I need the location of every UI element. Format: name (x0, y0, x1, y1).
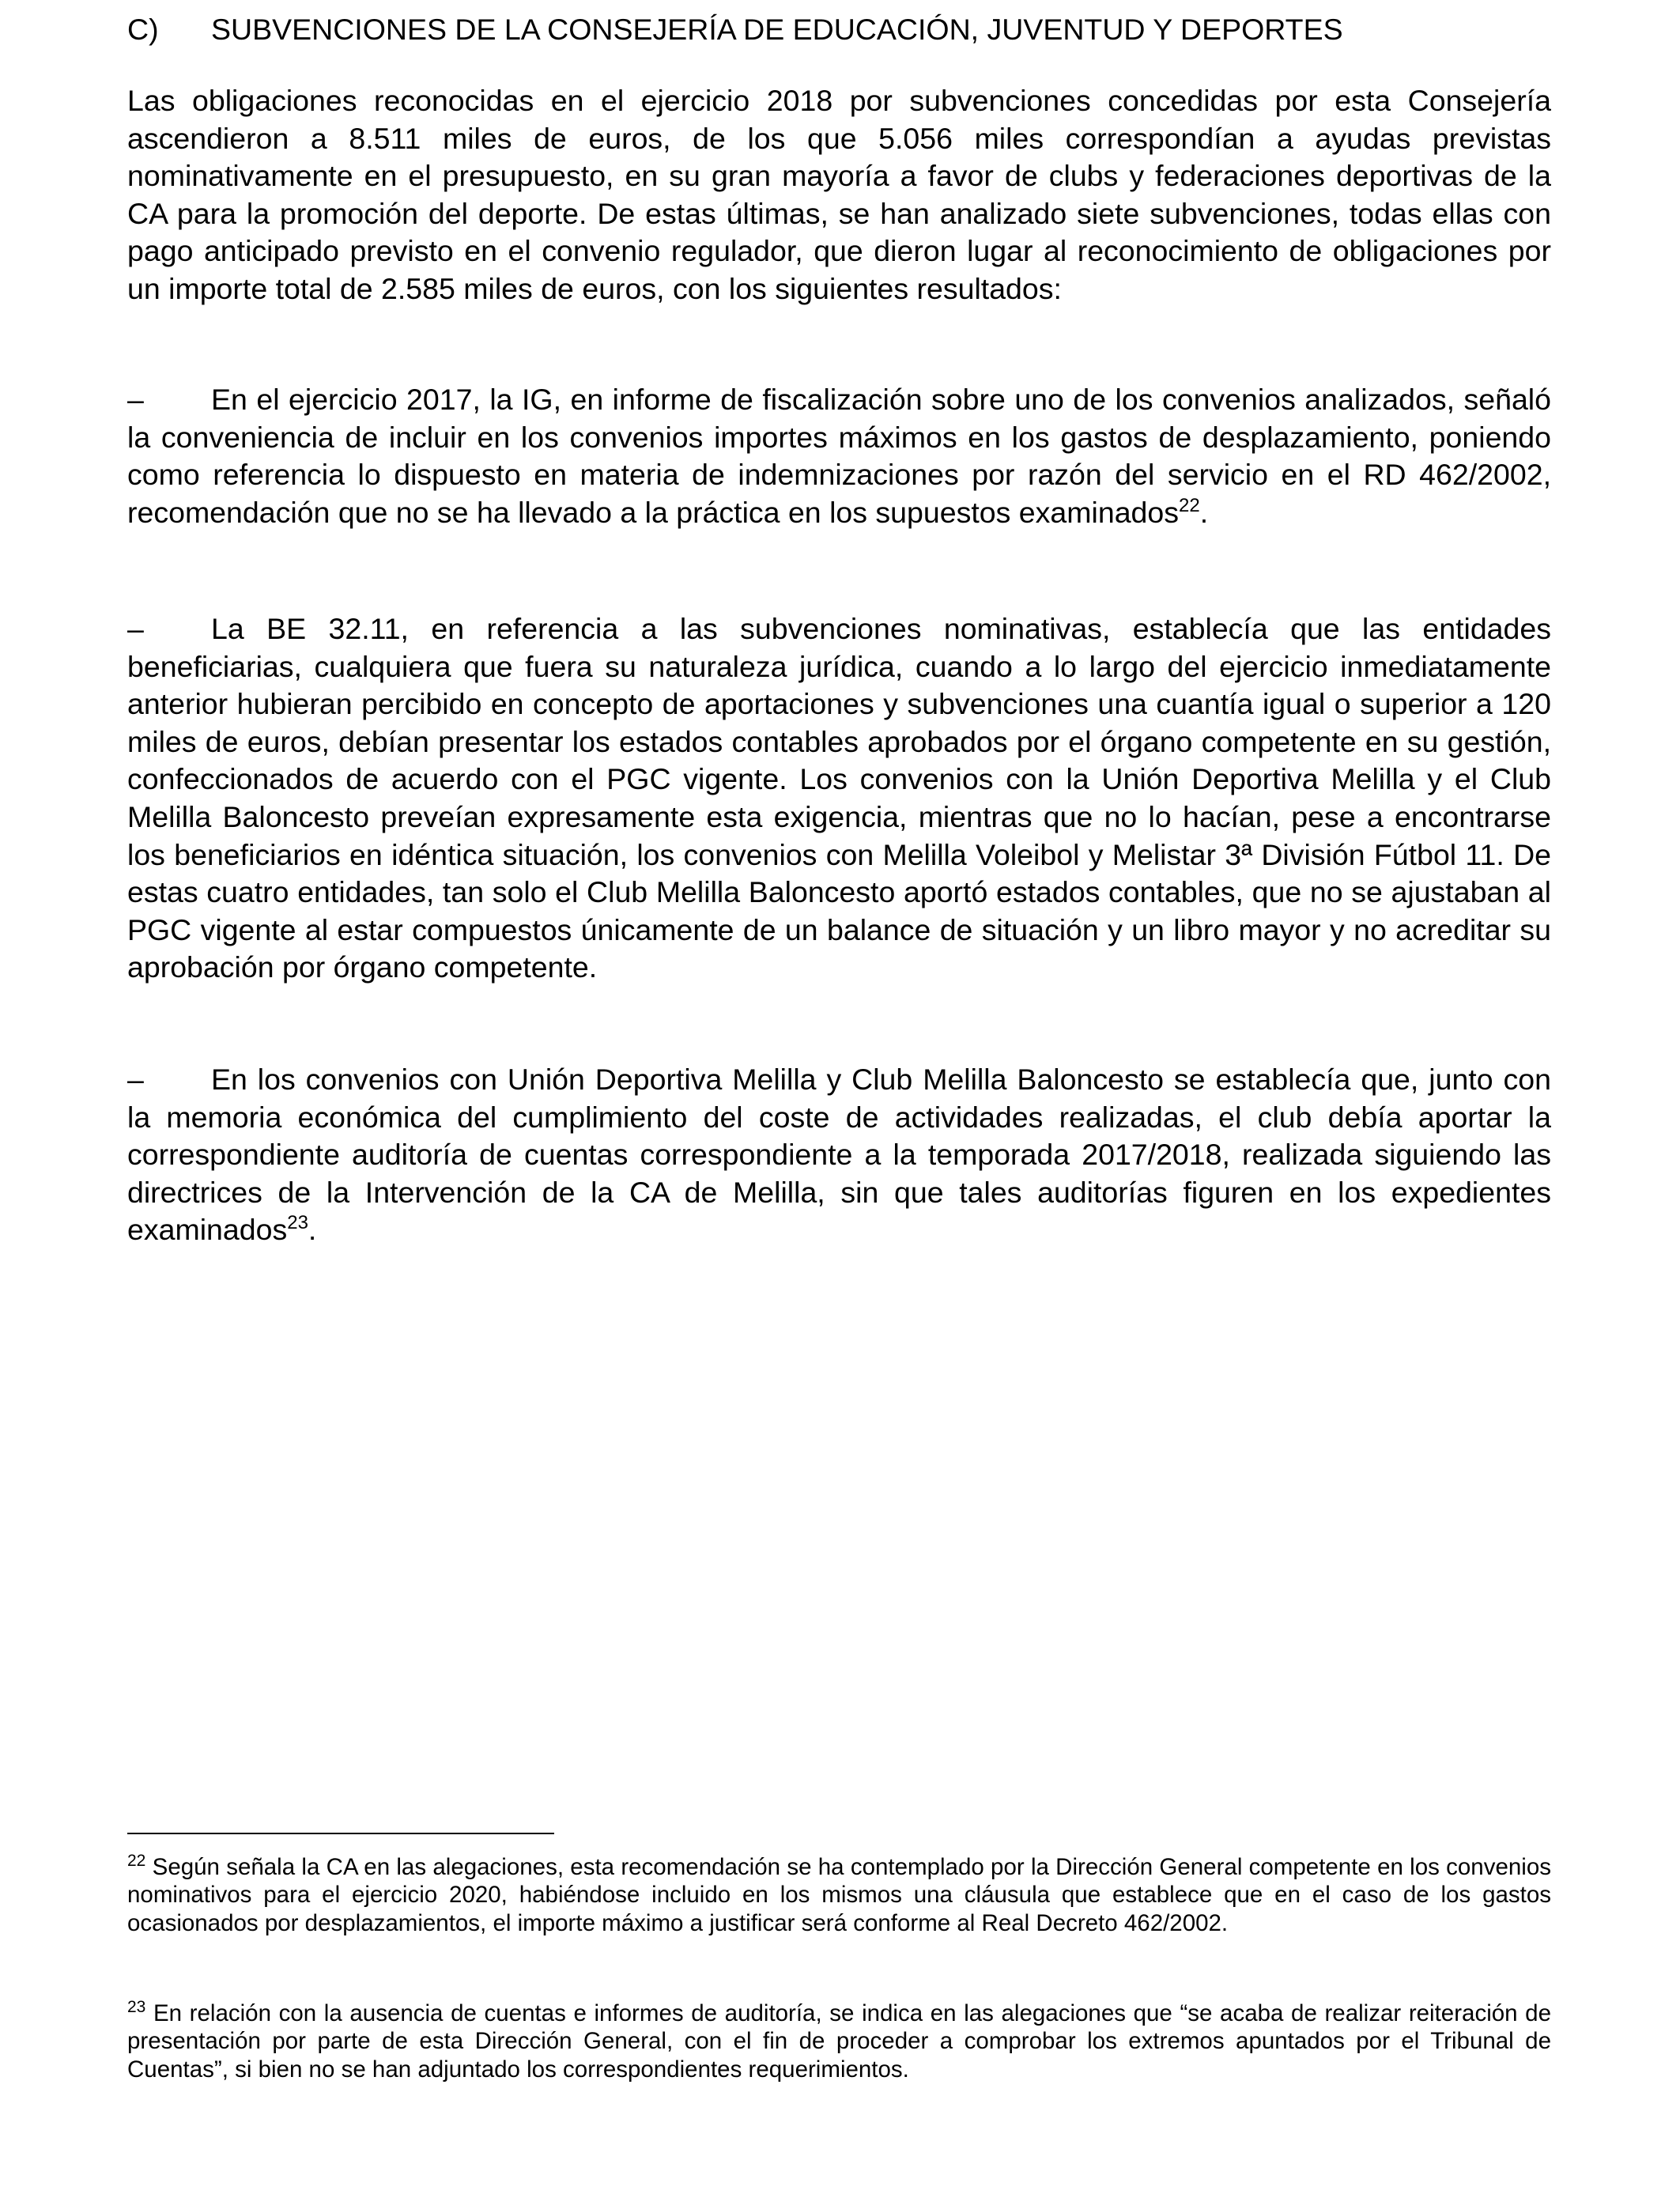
footnote-22 (127, 1853, 1551, 1937)
bullet-paragraph-3 (127, 1061, 1551, 1249)
intro-paragraph: Las obligaciones reconocidas en el ejercicio 2018 por subvenciones concedidas por esta Consejería ascendieron a 8.511 miles de euros, de los que 5.056 miles correspondían a ayudas previstas nominativamente en el presupuesto, en su gran mayoría a favor de clubs y federaciones deportivas de la CA para la promoción del deporte. De estas últimas, se han analizado siete subvenciones, todas ellas con pago anticipado previsto en el convenio regulador, que dieron lugar al reconocimiento de obligaciones por un importe total de 2.585 miles de euros, con los siguientes resultados: (127, 84, 1551, 305)
footnote-separator (127, 1833, 554, 1834)
dash-marker: – (127, 1063, 144, 1096)
bullet-text: En el ejercicio 2017, la IG, en informe de fiscalización sobre uno de los convenios analizados, señaló la conveniencia de incluir en los convenios importes máximos en los gastos de desplazamiento, poniendo como referencia lo dispuesto en materia de indemnizaciones por razón del servicio en el RD 462/2002, recomendación que no se ha llevado a la práctica en los supuestos examinados (127, 383, 1551, 529)
footnote-number: 23 (127, 1998, 146, 2016)
dash-marker: – (127, 612, 144, 645)
dash-marker: – (127, 383, 144, 416)
section-title: SUBVENCIONES DE LA CONSEJERÍA DE EDUCACIÓN, JUVENTUD Y DEPORTES (211, 13, 1343, 46)
bullet-text: La BE 32.11, en referencia a las subvenciones nominativas, establecía que las entidades beneficiarias, cualquiera que fuera su naturaleza jurídica, cuando a lo largo del ejercicio inmediatamente anterior hubieran percibido en concepto de aportaciones y subvenciones una cuantía igual o superior a 120 miles de euros, debían presentar los estados contables aprobados por el órgano competente en su gestión, confeccionados de acuerdo con el PGC vigente. Los convenios con la Unión Deportiva Melilla y el Club Melilla Baloncesto preveían expresamente esta exigencia, mientras que no lo hacían, pese a encontrarse los beneficiarios en idéntica situación, los convenios con Melilla Voleibol y Melistar 3ª División Fútbol 11. De estas cuatro entidades, tan solo el Club Melilla Baloncesto aportó estados contables, que no se ajustaban al PGC vigente al estar compuestos únicamente de un balance de situación y un libro mayor y no acreditar su aprobación por órgano competente. (127, 612, 1551, 984)
document-page (127, 0, 1551, 2194)
section-heading (127, 11, 1343, 47)
bullet-paragraph-2 (127, 610, 1551, 987)
footnote-text: Según señala la CA en las alegaciones, esta recomendación se ha contemplado por la Dirección General competente en los convenios nominativos para el ejercicio 2020, habiéndose incluido en los mismos una cláusula que establece que en el caso de los gastos ocasionados por desplazamientos, el importe máximo a justificar será conforme al Real Decreto 462/2002. (127, 1854, 1551, 1936)
footnote-ref[interactable]: 22 (1179, 494, 1200, 516)
footnote-23 (127, 2000, 1551, 2083)
footnote-text: En relación con la ausencia de cuentas e informes de auditoría, se indica en las alegaciones que “se acaba de realizar reiteración de presentación por parte de esta Dirección General, con el fin de proceder a comprobar los extremos apuntados por el Tribunal de Cuentas”, si bien no se han adjuntado los correspondientes requerimientos. (127, 2000, 1551, 2083)
section-label: C) (127, 13, 159, 46)
bullet-text: En los convenios con Unión Deportiva Melilla y Club Melilla Baloncesto se establecía que, junto con la memoria económica del cumplimiento del coste de actividades realizadas, el club debía aportar la correspondiente auditoría de cuentas correspondiente a la temporada 2017/2018, realizada siguiendo las directrices de la Intervención de la CA de Melilla, sin que tales auditorías figuren en los expedientes examinados (127, 1063, 1551, 1247)
footnote-ref[interactable]: 23 (287, 1212, 308, 1234)
bullet-end: . (1199, 495, 1209, 529)
bullet-paragraph-1 (127, 381, 1551, 531)
bullet-end: . (308, 1213, 317, 1247)
footnote-number: 22 (127, 1852, 146, 1870)
